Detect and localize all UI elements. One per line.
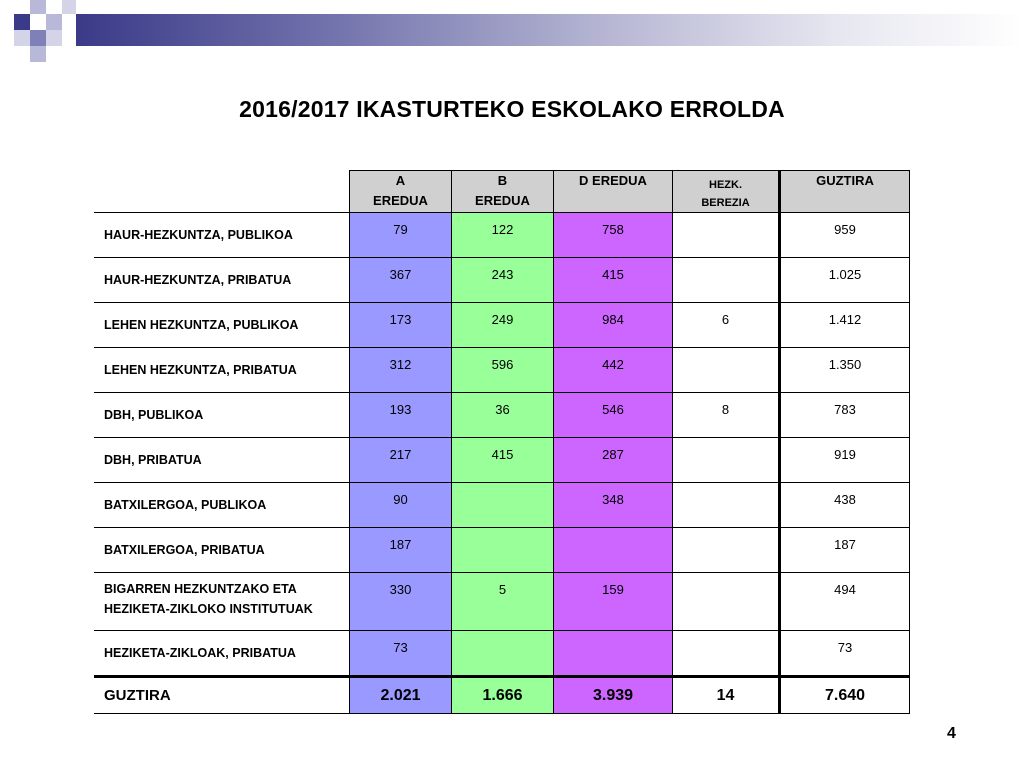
row-label: HEZIKETA-ZIKLOAK, PRIBATUA xyxy=(94,631,350,677)
table-row xyxy=(94,213,910,258)
cell-b-eredua: 596 xyxy=(452,348,554,393)
cell-guztira: 438 xyxy=(780,483,910,528)
cell-guztira: 959 xyxy=(780,213,910,258)
cell-b-eredua: 415 xyxy=(452,438,554,483)
cell-hezk-berezia: 6 xyxy=(673,303,780,348)
table-row xyxy=(94,528,910,573)
cell-b-eredua xyxy=(452,528,554,573)
row-label: DBH, PRIBATUA xyxy=(94,438,350,483)
cell-b-eredua: 36 xyxy=(452,393,554,438)
table-row xyxy=(94,483,910,528)
cell-a-eredua: 173 xyxy=(350,303,452,348)
cell-hezk-berezia xyxy=(673,438,780,483)
cell-guztira: 494 xyxy=(780,573,910,631)
table-row xyxy=(94,303,910,348)
column-header-a-eredua: A EREDUA xyxy=(350,171,452,213)
total-d-eredua: 3.939 xyxy=(554,677,673,714)
row-label: LEHEN HEZKUNTZA, PRIBATUA xyxy=(94,348,350,393)
header-decoration xyxy=(0,0,1024,64)
cell-d-eredua: 984 xyxy=(554,303,673,348)
cell-a-eredua: 217 xyxy=(350,438,452,483)
cell-b-eredua: 249 xyxy=(452,303,554,348)
cell-guztira: 73 xyxy=(780,631,910,677)
cell-a-eredua: 193 xyxy=(350,393,452,438)
cell-a-eredua: 79 xyxy=(350,213,452,258)
table-row xyxy=(94,258,910,303)
cell-a-eredua: 330 xyxy=(350,573,452,631)
totals-row xyxy=(94,677,910,714)
cell-hezk-berezia xyxy=(673,573,780,631)
total-a-eredua: 2.021 xyxy=(350,677,452,714)
cell-guztira: 1.412 xyxy=(780,303,910,348)
cell-d-eredua: 758 xyxy=(554,213,673,258)
column-header-hezk-berezia: HEZK. BEREZIA xyxy=(673,171,780,213)
row-label: DBH, PUBLIKOA xyxy=(94,393,350,438)
cell-b-eredua: 5 xyxy=(452,573,554,631)
table-row xyxy=(94,631,910,677)
cell-a-eredua: 312 xyxy=(350,348,452,393)
cell-d-eredua: 159 xyxy=(554,573,673,631)
column-header-b-eredua: B EREDUA xyxy=(452,171,554,213)
cell-d-eredua xyxy=(554,631,673,677)
row-label: BATXILERGOA, PRIBATUA xyxy=(94,528,350,573)
cell-b-eredua xyxy=(452,483,554,528)
cell-guztira: 919 xyxy=(780,438,910,483)
row-label: HAUR-HEZKUNTZA, PUBLIKOA xyxy=(94,213,350,258)
total-hezk-berezia: 14 xyxy=(673,677,780,714)
cell-a-eredua: 367 xyxy=(350,258,452,303)
cell-hezk-berezia xyxy=(673,213,780,258)
cell-a-eredua: 187 xyxy=(350,528,452,573)
cell-d-eredua: 415 xyxy=(554,258,673,303)
row-label: LEHEN HEZKUNTZA, PUBLIKOA xyxy=(94,303,350,348)
row-label-line: HEZIKETA-ZIKLOKO INSTITUTUAK xyxy=(104,602,313,616)
cell-a-eredua: 73 xyxy=(350,631,452,677)
total-guztira: 7.640 xyxy=(780,677,910,714)
cell-guztira: 1.350 xyxy=(780,348,910,393)
table-row xyxy=(94,393,910,438)
header-blank-cell xyxy=(94,171,350,213)
cell-guztira: 783 xyxy=(780,393,910,438)
row-label xyxy=(94,573,350,631)
cell-d-eredua: 546 xyxy=(554,393,673,438)
column-header-guztira: GUZTIRA xyxy=(780,171,910,213)
cell-a-eredua: 90 xyxy=(350,483,452,528)
page-number: 4 xyxy=(947,725,956,742)
cell-b-eredua xyxy=(452,631,554,677)
cell-guztira: 1.025 xyxy=(780,258,910,303)
row-label: BATXILERGOA, PUBLIKOA xyxy=(94,483,350,528)
page-title: 2016/2017 IKASTURTEKO ESKOLAKO ERROLDA xyxy=(239,96,785,122)
cell-hezk-berezia xyxy=(673,528,780,573)
totals-label: GUZTIRA xyxy=(94,677,350,714)
enrollment-table xyxy=(94,170,910,714)
cell-d-eredua: 348 xyxy=(554,483,673,528)
cell-b-eredua: 122 xyxy=(452,213,554,258)
cell-d-eredua: 442 xyxy=(554,348,673,393)
column-header-d-eredua: D EREDUA xyxy=(554,171,673,213)
row-label-line: BIGARREN HEZKUNTZAKO ETA xyxy=(104,582,297,596)
cell-b-eredua: 243 xyxy=(452,258,554,303)
cell-hezk-berezia xyxy=(673,258,780,303)
cell-hezk-berezia xyxy=(673,631,780,677)
total-b-eredua: 1.666 xyxy=(452,677,554,714)
cell-d-eredua xyxy=(554,528,673,573)
cell-guztira: 187 xyxy=(780,528,910,573)
cell-d-eredua: 287 xyxy=(554,438,673,483)
cell-hezk-berezia: 8 xyxy=(673,393,780,438)
table-row xyxy=(94,573,910,631)
cell-hezk-berezia xyxy=(673,483,780,528)
table-header-row xyxy=(94,171,910,213)
row-label: HAUR-HEZKUNTZA, PRIBATUA xyxy=(94,258,350,303)
table-row xyxy=(94,348,910,393)
cell-hezk-berezia xyxy=(673,348,780,393)
table-row xyxy=(94,438,910,483)
